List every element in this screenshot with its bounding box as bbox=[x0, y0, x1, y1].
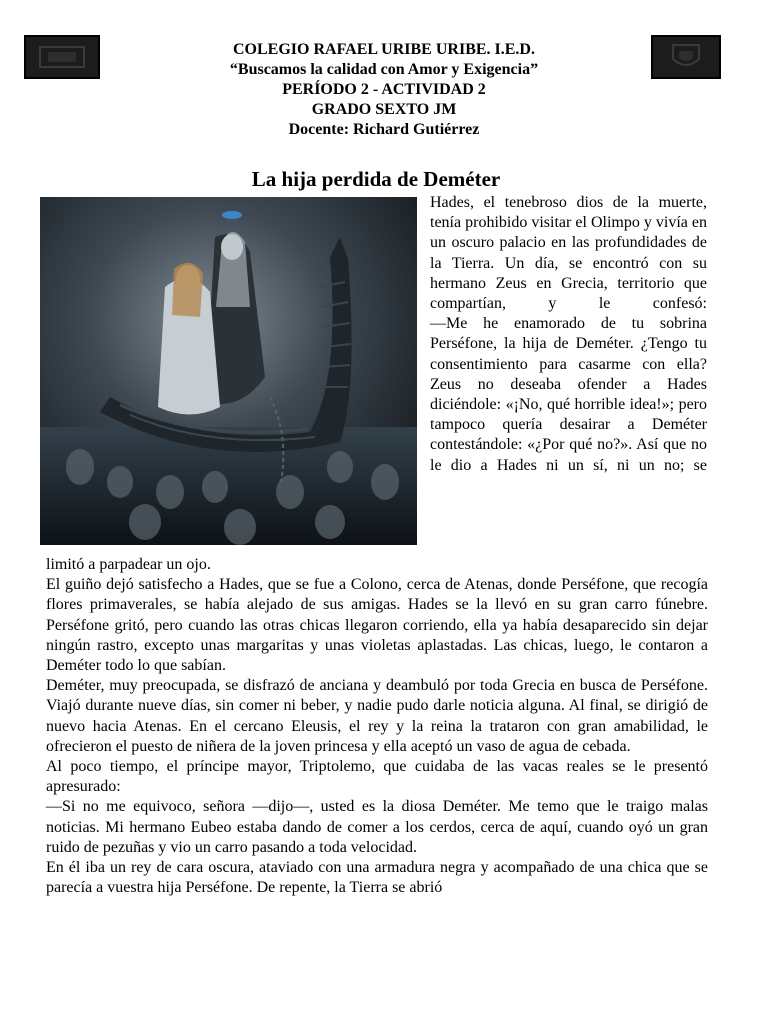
document-header bbox=[0, 40, 768, 140]
paragraph: Al poco tiempo, el príncipe mayor, Triptolemo, que cuidaba de las vacas reales se le presentó apresurado: bbox=[46, 758, 708, 796]
story-title: La hija perdida de Deméter bbox=[251, 167, 501, 191]
story-body bbox=[46, 555, 708, 898]
school-motto: “Buscamos la calidad con Amor y Exigencia” bbox=[229, 61, 539, 78]
period-activity: PERÍODO 2 - ACTIVIDAD 2 bbox=[282, 81, 486, 98]
grade: GRADO SEXTO JM bbox=[311, 101, 457, 118]
paragraph: —Me he enamorado de tu sobrina Perséfone, la hija de Deméter. ¿Tengo tu consentimiento para casarme con ella? bbox=[430, 315, 707, 373]
teacher-name: Docente: Richard Gutiérrez bbox=[288, 121, 480, 138]
paragraph: Deméter, muy preocupada, se disfrazó de anciana y deambuló por toda Grecia en busca de Perséfone. Viajó durante nueve días, sin comer ni beber, y nadie pudo darle noticia alguna. Al final, se dirigió de nuevo hacia Atenas. En el cercano Eleusis, el rey y la reina la trataron con gran amabilidad, le ofrecieron el puesto de niñera de la joven princesa y ella aceptó un vaso de agua de cebada. bbox=[46, 677, 708, 755]
paragraph: limitó a parpadear un ojo. bbox=[46, 556, 211, 573]
paragraph: —Si no me equivoco, señora —dijo—, usted es la diosa Deméter. Me temo que le traigo malas noticias. Mi hermano Eubeo estaba dando de comer a los cerdos, cerca de aquí, cuando oyó un gran ruido de pezuñas y vio un carro pasando a toda velocidad. bbox=[46, 798, 708, 856]
hades-persephone-illustration bbox=[40, 197, 417, 545]
paragraph: El guiño dejó satisfecho a Hades, que se fue a Colono, cerca de Atenas, donde Perséfone, que recogía flores primaverales, se había alejado de sus amigas. Hades se la llevó en su gran carro fúnebre. Perséfone gritó, pero cuando las otras chicas llegaron corriendo, ella ya había desaparecido sin dejar ningún rastro, excepto unas margaritas y unas violetas aplastadas. Las chicas, luego, le contaron a Deméter todo lo que sabían. bbox=[46, 576, 708, 675]
paragraph: Hades, el tenebroso dios de la muerte, tenía prohibido visitar el Olimpo y vivía en un oscuro palacio en las profundidades de la Tierra. Un día, se encontró con su hermano Zeus en Grecia, territorio que compartían, y le confesó: bbox=[430, 194, 707, 313]
school-name: COLEGIO RAFAEL URIBE URIBE. I.E.D. bbox=[233, 41, 535, 58]
paragraph: En él iba un rey de cara oscura, ataviado con una armadura negra y acompañado de una chica que se parecía a vuestra hija Perséfone. De repente, la Tierra se abrió bbox=[46, 859, 708, 897]
paragraph: Zeus no deseaba ofender a Hades diciéndole: «¡No, qué horrible idea!»; pero tampoco quería desairar a Deméter contestándole: «¿Por qué no?». Así que no le dio a Hades ni un sí, ni un no; se bbox=[430, 375, 707, 474]
wrapped-text-column bbox=[430, 193, 707, 476]
